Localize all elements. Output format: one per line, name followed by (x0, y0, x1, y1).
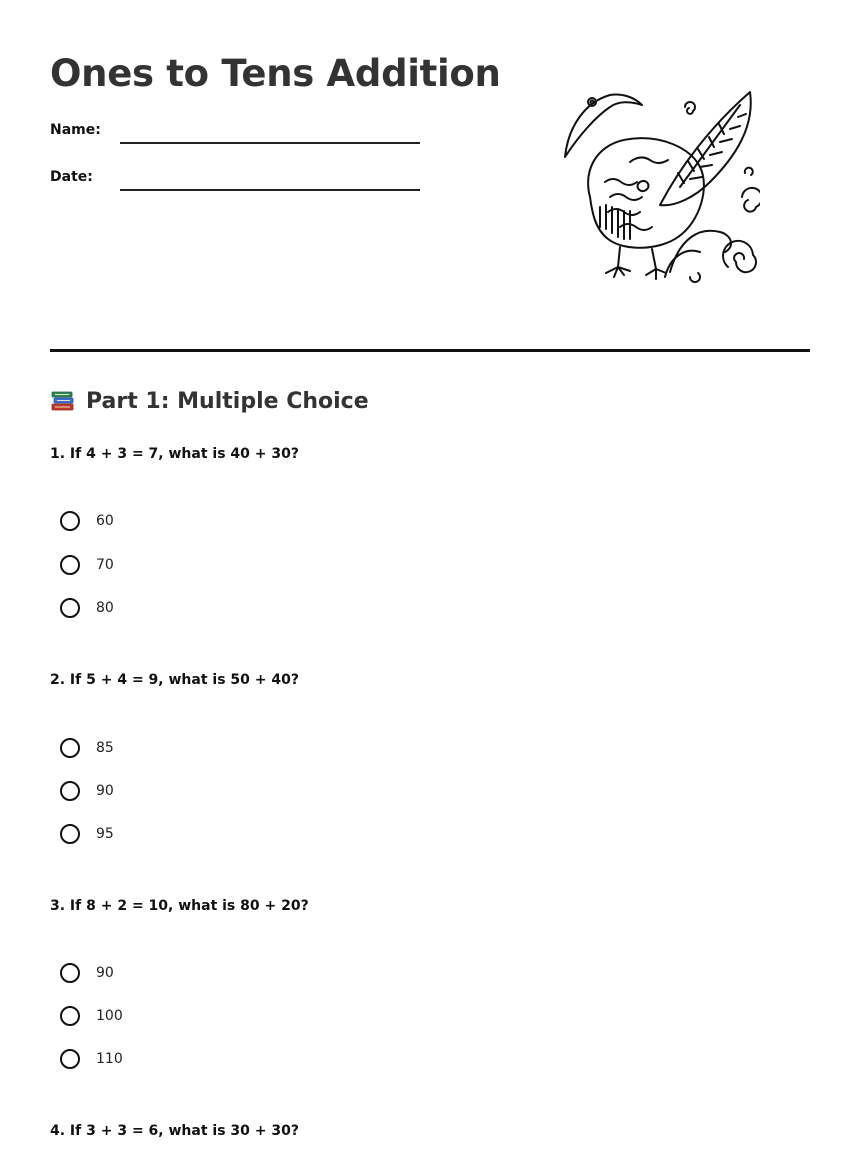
option-label: 80 (96, 600, 114, 616)
option-label: 70 (96, 557, 114, 573)
q1-option-1[interactable] (60, 508, 114, 534)
date-field[interactable] (50, 169, 420, 199)
option-label: 110 (96, 1051, 123, 1067)
header-divider (50, 349, 810, 352)
section-heading (50, 388, 369, 414)
radio-button[interactable] (60, 738, 80, 758)
radio-button[interactable] (60, 555, 80, 575)
option-label: 90 (96, 783, 114, 799)
radio-button[interactable] (60, 824, 80, 844)
q2-option-3[interactable] (60, 821, 114, 847)
option-label: 90 (96, 965, 114, 981)
radio-button[interactable] (60, 1049, 80, 1069)
name-label: Name: (50, 122, 101, 138)
kiwi-bird-illustration (560, 87, 760, 292)
worksheet-title: Ones to Tens Addition (50, 52, 501, 95)
option-label: 60 (96, 513, 114, 529)
q3-option-1[interactable] (60, 960, 114, 986)
radio-button[interactable] (60, 511, 80, 531)
q3-option-3[interactable] (60, 1046, 123, 1072)
question-2: 2. If 5 + 4 = 9, what is 50 + 40? (50, 672, 299, 688)
q2-option-2[interactable] (60, 778, 114, 804)
books-icon (50, 388, 76, 414)
option-label: 100 (96, 1008, 123, 1024)
q2-option-1[interactable] (60, 735, 114, 761)
radio-button[interactable] (60, 598, 80, 618)
radio-button[interactable] (60, 963, 80, 983)
question-3: 3. If 8 + 2 = 10, what is 80 + 20? (50, 898, 309, 914)
option-label: 85 (96, 740, 114, 756)
radio-button[interactable] (60, 1006, 80, 1026)
q3-option-2[interactable] (60, 1003, 123, 1029)
q1-option-3[interactable] (60, 595, 114, 621)
name-line[interactable] (120, 142, 420, 144)
radio-button[interactable] (60, 781, 80, 801)
name-field[interactable] (50, 122, 420, 152)
q1-option-2[interactable] (60, 552, 114, 578)
date-label: Date: (50, 169, 93, 185)
worksheet-header (50, 52, 810, 302)
option-label: 95 (96, 826, 114, 842)
question-1: 1. If 4 + 3 = 7, what is 40 + 30? (50, 446, 299, 462)
date-line[interactable] (120, 189, 420, 191)
question-4: 4. If 3 + 3 = 6, what is 30 + 30? (50, 1123, 299, 1139)
section-title: Part 1: Multiple Choice (86, 388, 369, 414)
